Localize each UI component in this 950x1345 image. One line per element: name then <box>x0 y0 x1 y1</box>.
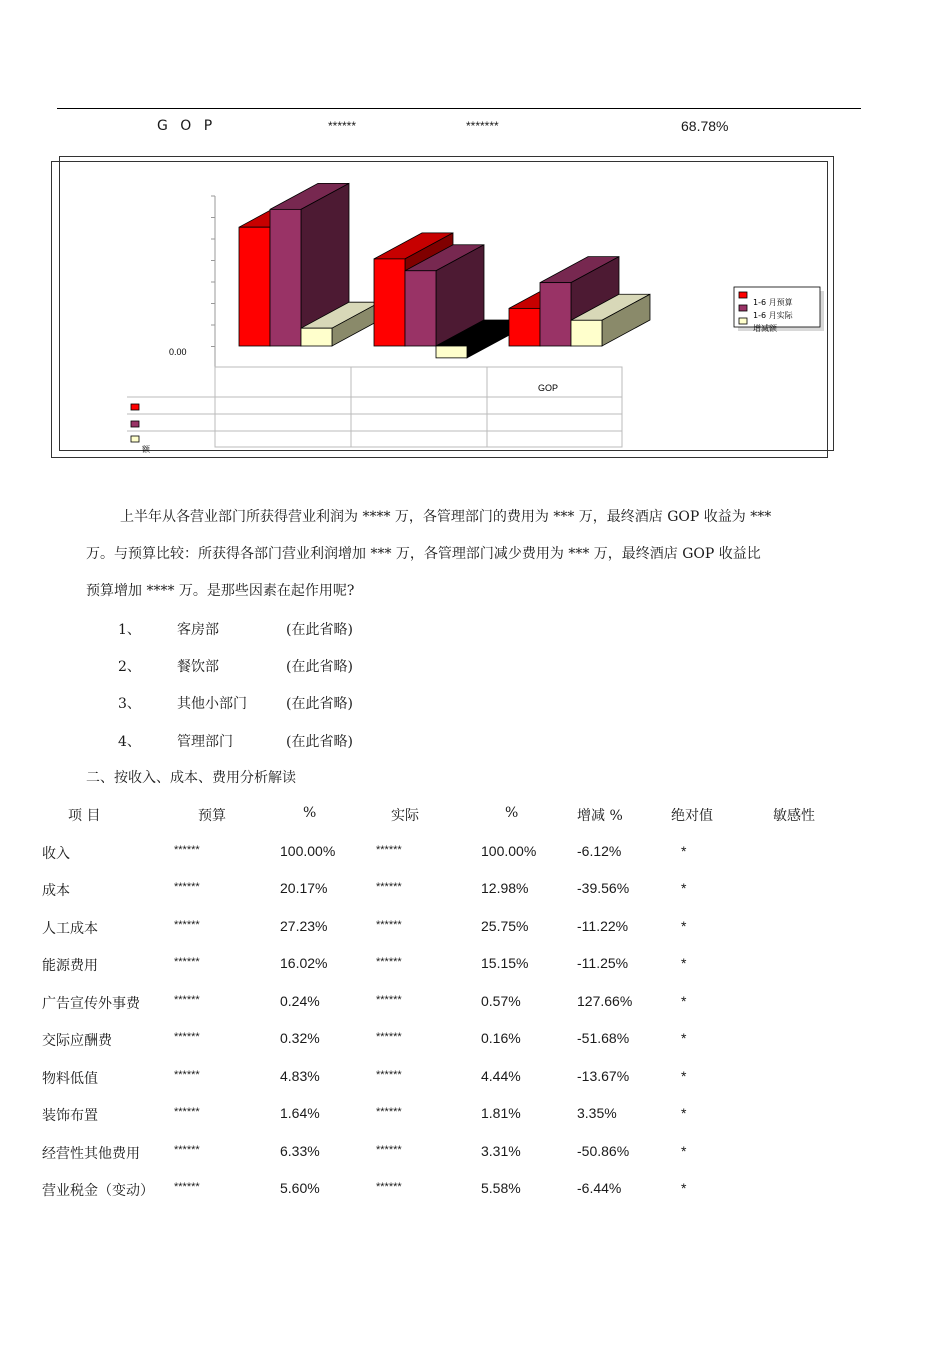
table-row-label: 人工成本 <box>42 921 98 937</box>
table-header-cell: 增减 % <box>577 808 623 824</box>
paragraph-line-1: 上半年从各营业部门所获得营业利润为 **** 万，各管理部门的费用为 *** 万，最终酒店 GOP 收益为 *** <box>120 509 772 525</box>
table-cell: -51.68% <box>577 1030 630 1046</box>
table-cell: ****** <box>376 881 402 893</box>
table-cell: -6.12% <box>577 843 622 859</box>
table-cell: ****** <box>174 956 200 968</box>
table-cell: 5.60% <box>280 1180 320 1196</box>
table-cell: 12.98% <box>481 880 529 896</box>
table-cell: ****** <box>376 956 402 968</box>
table-cell: ****** <box>376 919 402 931</box>
table-cell: ****** <box>174 1031 200 1043</box>
table-cell: -11.22% <box>577 918 629 934</box>
table-cell: 15.15% <box>481 955 529 971</box>
list-item-name: 管理部门 <box>177 734 233 750</box>
legend-swatch <box>739 292 747 298</box>
table-cell: * <box>681 1105 687 1121</box>
table-header-cell: % <box>505 805 519 821</box>
bar-2-group-1 <box>270 209 301 346</box>
bar-1-group-1 <box>239 227 270 346</box>
table-cell: 4.83% <box>280 1068 320 1084</box>
table-row-label: 成本 <box>42 883 70 899</box>
bar-1-group-3 <box>509 308 540 346</box>
table-header-cell: 实际 <box>391 808 419 824</box>
list-item-name: 餐饮部 <box>177 659 219 675</box>
table-cell: ****** <box>376 1106 402 1118</box>
table-cell: 5.58% <box>481 1180 521 1196</box>
table-cell: ****** <box>174 994 200 1006</box>
table-cell: ****** <box>376 844 402 856</box>
legend-label: 1-6 月预算 <box>753 298 793 307</box>
table-cell: * <box>681 1180 687 1196</box>
bar-2-group-3 <box>540 283 571 346</box>
table-cell: ****** <box>174 1069 200 1081</box>
list-item-number: 4、 <box>118 734 141 750</box>
gop-budget: ****** <box>328 119 357 133</box>
table-header-cell: 项 目 <box>68 808 101 824</box>
table-row-label: 物料低值 <box>42 1071 98 1087</box>
table-cell: 3.31% <box>481 1143 521 1159</box>
bar-3-group-2 <box>436 346 467 358</box>
table-header-cell: 绝对值 <box>671 808 713 824</box>
gop-label: G O P <box>157 118 217 134</box>
table-row-label: 广告宣传外事费 <box>42 996 140 1012</box>
table-cell: * <box>681 918 687 934</box>
table-cell: * <box>681 880 687 896</box>
table-cell: 0.24% <box>280 993 320 1009</box>
y-tick-label: 0.00 <box>169 347 187 357</box>
table-cell: ****** <box>174 1144 200 1156</box>
table-cell: ****** <box>174 919 200 931</box>
gop-bar-chart <box>0 0 950 470</box>
gop-percent: 68.78% <box>681 118 729 134</box>
table-cell: ****** <box>174 881 200 893</box>
table-cell: 1.64% <box>280 1105 320 1121</box>
table-cell: ****** <box>376 1144 402 1156</box>
list-item-note: (在此省略) <box>286 696 353 712</box>
table-cell: -50.86% <box>577 1143 630 1159</box>
list-item-number: 2、 <box>118 659 141 675</box>
list-item-note: (在此省略) <box>286 622 353 638</box>
bar-2-group-2 <box>405 271 436 346</box>
table-cell: -11.25% <box>577 955 629 971</box>
table-cell: ****** <box>174 1181 200 1193</box>
table-cell: * <box>681 1068 687 1084</box>
data-table-series-swatch <box>131 404 139 410</box>
table-cell: 1.81% <box>481 1105 521 1121</box>
table-row-label: 交际应酬费 <box>42 1033 112 1049</box>
table-row-label: 装饰布置 <box>42 1108 98 1124</box>
list-item-name: 其他小部门 <box>177 696 247 712</box>
table-row-label: 营业税金（变动） <box>42 1183 154 1199</box>
table-cell: ****** <box>376 1031 402 1043</box>
section-heading: 二、按收入、成本、费用分析解读 <box>86 770 296 786</box>
table-header-cell: 预算 <box>198 808 226 824</box>
table-cell: 3.35% <box>577 1105 617 1121</box>
table-cell: 4.44% <box>481 1068 521 1084</box>
legend-label: 1-6 月实际 <box>753 311 793 320</box>
table-cell: -6.44% <box>577 1180 622 1196</box>
bar-3-group-1 <box>301 328 332 346</box>
list-item-number: 1、 <box>118 622 141 638</box>
legend-swatch <box>739 305 747 311</box>
legend-label: 增减额 <box>753 324 777 333</box>
table-cell: 0.57% <box>481 993 521 1009</box>
table-cell: * <box>681 1143 687 1159</box>
table-cell: ****** <box>376 1181 402 1193</box>
table-cell: * <box>681 843 687 859</box>
list-item-number: 3、 <box>118 696 141 712</box>
table-cell: ****** <box>376 994 402 1006</box>
gop-actual: ******* <box>466 119 499 133</box>
table-cell: ****** <box>376 1069 402 1081</box>
data-table-frame <box>215 367 622 447</box>
table-cell: 16.02% <box>280 955 328 971</box>
table-cell: 25.75% <box>481 918 529 934</box>
paragraph-line-3: 预算增加 **** 万。是那些因素在起作用呢? <box>86 583 355 599</box>
table-cell: * <box>681 955 687 971</box>
table-cell: * <box>681 1030 687 1046</box>
table-cell: 100.00% <box>280 843 336 859</box>
table-row-label: 能源费用 <box>42 958 98 974</box>
table-header-cell: 敏感性 <box>773 808 815 824</box>
list-item-name: 客房部 <box>177 622 219 638</box>
table-header-cell: % <box>303 805 317 821</box>
bar-3-group-3 <box>571 320 602 346</box>
table-cell: -39.56% <box>577 880 630 896</box>
table-cell: ****** <box>174 844 200 856</box>
list-item-note: (在此省略) <box>286 734 353 750</box>
paragraph-line-2: 万。与预算比较：所获得各部门营业利润增加 *** 万，各管理部门减少费用为 *** 万，最终酒店 GOP 收益比 <box>86 546 761 562</box>
table-cell: 0.16% <box>481 1030 521 1046</box>
data-table-series-swatch <box>131 421 139 427</box>
data-table-marker: 额 <box>142 445 150 454</box>
table-cell: 27.23% <box>280 918 328 934</box>
table-cell: 127.66% <box>577 993 633 1009</box>
table-cell: 20.17% <box>280 880 328 896</box>
data-table-series-swatch <box>131 436 139 442</box>
list-item-note: (在此省略) <box>286 659 353 675</box>
table-cell: ****** <box>174 1106 200 1118</box>
legend-swatch <box>739 318 747 324</box>
table-cell: * <box>681 993 687 1009</box>
bar-1-group-2 <box>374 259 405 346</box>
table-cell: 100.00% <box>481 843 537 859</box>
table-cell: 6.33% <box>280 1143 320 1159</box>
table-cell: 0.32% <box>280 1030 320 1046</box>
table-row-label: 经营性其他费用 <box>42 1146 140 1162</box>
category-label: GOP <box>537 383 559 393</box>
table-row-label: 收入 <box>42 846 70 862</box>
table-cell: -13.67% <box>577 1068 630 1084</box>
